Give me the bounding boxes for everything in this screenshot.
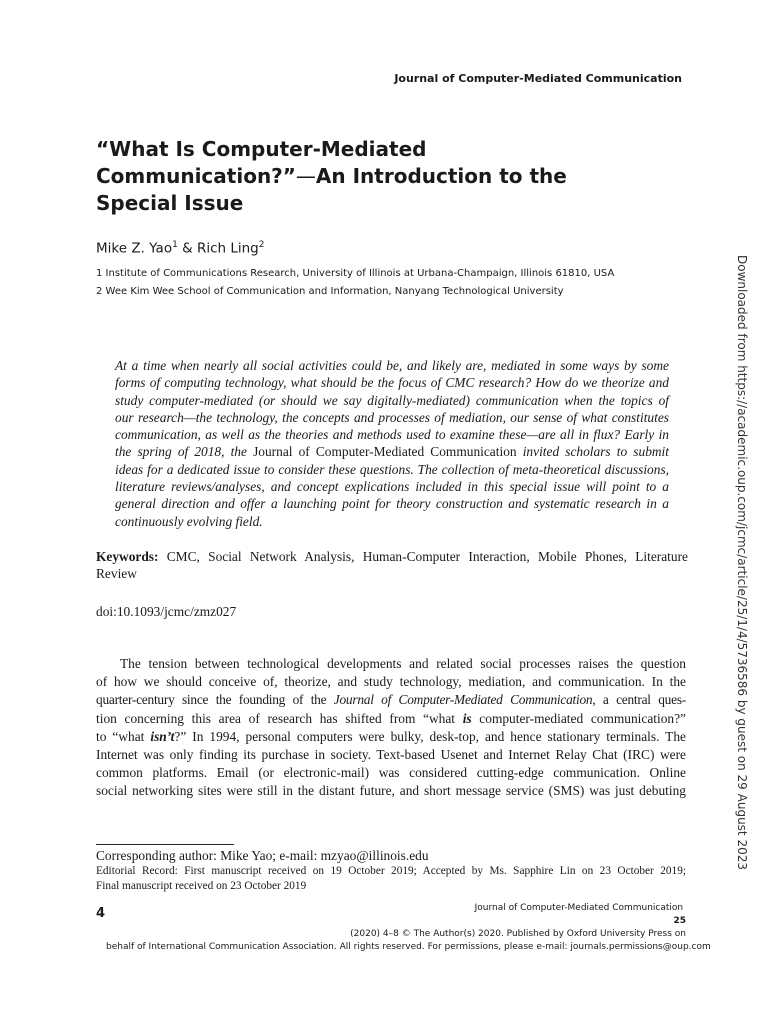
abstract-line: our research—the technology, the concepts and processes of mediation, our sense of what constitutes [115, 409, 669, 425]
body-text: ?” In 1994, personal computers were bulky, desk-top, and hence stationary terminals. The [174, 728, 686, 744]
body-line: The tension between technological developments and related social processes raises the question [120, 656, 686, 671]
abstract-line: study computer-mediated (or should we say digitally-mediated) communication when the topics of [115, 392, 669, 408]
abstract-line: At a time when nearly all social activities could be, and likely are, mediated in some ways by some [115, 358, 669, 373]
affiliation-2: 2 Wee Kim Wee School of Communication and Information, Nanyang Technological University [96, 286, 564, 297]
body-line: Internet was only finding its purchase in society. Text-based Usenet and Internet Relay Chat (IRC) were [96, 747, 686, 763]
body-text: quarter-century since the founding of the [96, 692, 334, 708]
abstract [115, 357, 669, 530]
title-part-b: An Introduction to the [315, 164, 567, 188]
body-emphasis-is: is [462, 710, 472, 726]
body-line [96, 710, 686, 728]
title-line-1: “What Is Computer-Mediated [96, 137, 427, 161]
footer-volume: 25 [673, 916, 686, 926]
affiliation-1: 1 Institute of Communications Research, University of Illinois at Urbana-Champaign, Illinois 61810, USA [96, 268, 615, 279]
keywords-line-2: Review [96, 566, 137, 581]
body-text: , a central ques- [592, 692, 686, 708]
body-text: computer-mediated communication?” [471, 710, 687, 726]
author-1-affil-marker: 1 [172, 240, 178, 250]
body-text: tion concerning this area of research has shifted from “what [96, 710, 463, 726]
doi: doi:10.1093/jcmc/zmz027 [96, 604, 237, 619]
keywords-list: CMC, Social Network Analysis, Human-Computer Interaction, Mobile Phones, Literature [158, 549, 688, 564]
abstract-line: continuously evolving field. [115, 513, 263, 529]
copyright-line-2: behalf of International Communication Association. All rights reserved. For permissions, please e-mail: journals.permissions@oup.com [106, 942, 711, 952]
body-text: to “what [96, 728, 151, 744]
abstract-line: literature reviews/analyses, and concept explications included in this special issue will point to a [115, 479, 669, 495]
author-2-affil-marker: 2 [258, 240, 265, 250]
body-line: social networking sites were still in the distant future, and short message service (SMS) was just debuting [96, 783, 686, 799]
title-line-3: Special Issue [96, 191, 244, 215]
page-number: 4 [96, 906, 106, 921]
running-head-journal-name: Journal of Computer-Mediated Communication [394, 72, 682, 85]
author-separator: & [177, 240, 197, 257]
author-name-2: Rich Ling [196, 240, 259, 257]
title-part-a: Communication?” [96, 164, 296, 188]
abstract-line: communication, as well as the theories and methods used to examine these—are all in flux? Early in [115, 427, 669, 443]
abstract-line: forms of computing technology, what should be the focus of CMC research? How do we theorize and [115, 375, 669, 391]
author-list [96, 240, 265, 257]
keywords-label: Keywords: [96, 549, 159, 564]
body-emphasis-isnt: isn’t [150, 728, 175, 744]
title-line-2 [96, 163, 656, 190]
body-line: of how we should conceive of, theorize, and study technology, mediation, and communication. In the [96, 674, 686, 690]
body-journal-name: Journal of Computer-Mediated Communication [333, 692, 593, 708]
abstract-line [115, 443, 669, 460]
editorial-record [96, 864, 686, 894]
editorial-record-line-2: Final manuscript received on 23 October 2019 [96, 880, 307, 892]
abstract-text: the spring of 2018, the [115, 444, 254, 460]
title-em-dash: — [295, 164, 316, 188]
body-paragraph [96, 655, 686, 801]
author-name-1: Mike Z. Yao [96, 240, 173, 257]
body-line [96, 691, 686, 709]
keywords [96, 548, 688, 582]
abstract-line: ideas for a dedicated issue to consider these questions. The collection of meta-theoretical discussions, [115, 461, 669, 477]
article-title [96, 136, 656, 217]
footer-publication: (2020) 4–8 © The Author(s) 2020. Published by Oxford University Press on [347, 929, 686, 939]
copyright-footer [106, 902, 711, 954]
download-notice: Downloaded from https://academic.oup.com/jcmc/article/25/1/4/5736586 by guest on 29 August 2023 [735, 255, 749, 870]
abstract-text: invited scholars to submit [516, 444, 669, 460]
editorial-record-line-1: Editorial Record: First manuscript received on 19 October 2019; Accepted by Ms. Sapphire Lin on 23 October 2019; [96, 865, 686, 877]
footer-journal: Journal of Computer-Mediated Communication [474, 903, 686, 913]
abstract-line: general direction and offer a launching point for theory construction and systematic research in a [115, 496, 669, 512]
abstract-journal-name: Journal of Computer-Mediated Communication [253, 444, 517, 460]
body-line [96, 728, 686, 746]
body-line: common platforms. Email (or electronic-mail) was considered cutting-edge communication. Online [96, 765, 686, 781]
corresponding-author-note: Corresponding author: Mike Yao; e-mail: mzyao@illinois.edu [96, 848, 429, 863]
copyright-line-1 [106, 902, 686, 941]
footnote-rule [96, 844, 234, 845]
keywords-line-1 [96, 548, 688, 565]
